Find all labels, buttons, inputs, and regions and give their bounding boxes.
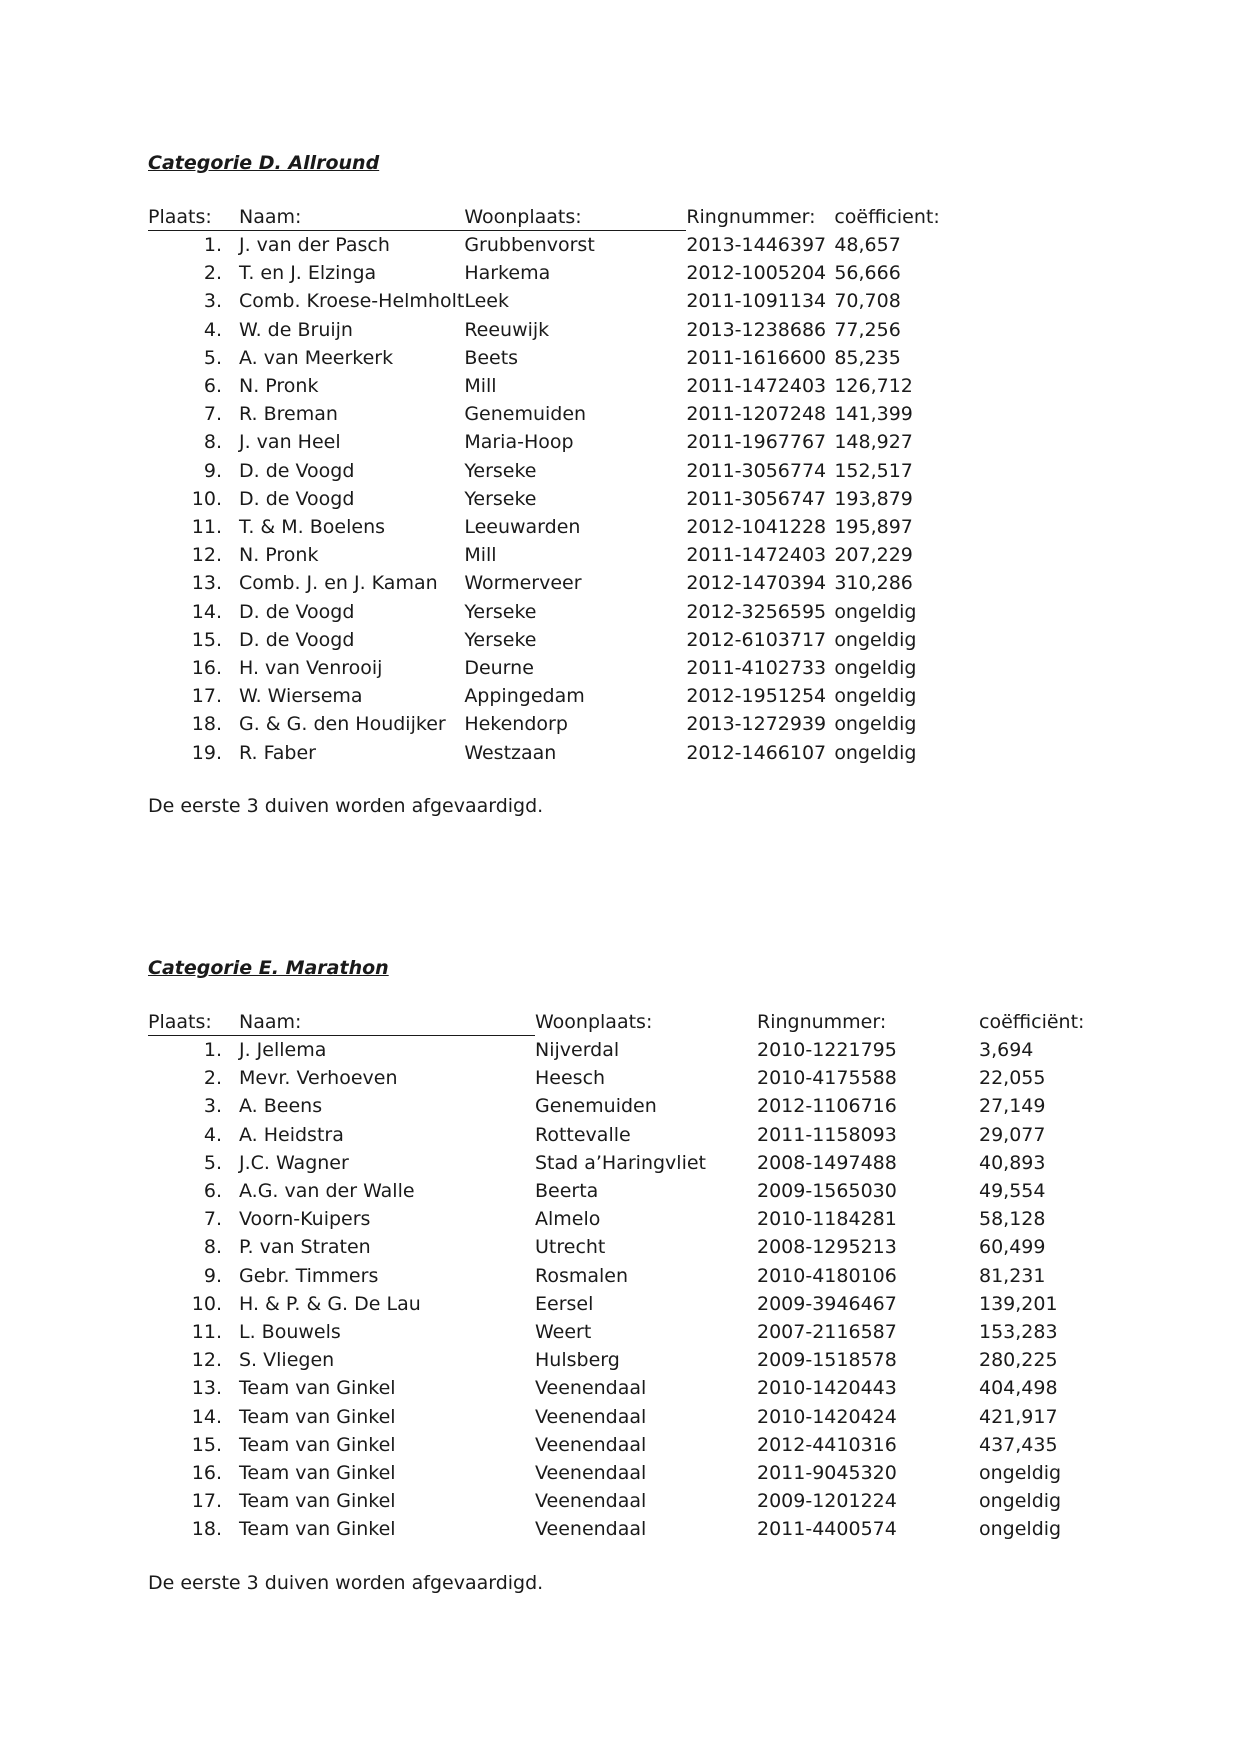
cell-plaats: 16. [191,657,222,680]
cell-woonplaats: Deurne [464,657,534,680]
table-row [148,1515,1089,1543]
cell-plaats: 2. [203,262,222,285]
cell-naam: A. van Meerkerk [239,346,394,369]
table-row [148,1431,1089,1459]
cell-woonplaats: Westzaan [464,741,557,764]
table-row [148,1487,1089,1515]
cell-ringnummer: 2012-1951254 [686,685,827,708]
header-ringnummer: Ringnummer: [686,206,816,229]
cell-naam: R. Breman [239,403,338,426]
cell-naam: W. de Bruijn [239,318,353,341]
cell-ringnummer: 2011-1472403 [686,544,827,567]
cell-naam: Team van Ginkel [239,1518,396,1541]
cell-naam: J.C. Wagner [239,1151,349,1174]
table-row [148,541,944,569]
cell-plaats: 3. [203,1095,222,1118]
cell-woonplaats: Yerseke [464,459,537,482]
cell-woonplaats: Grubbenvorst [464,234,595,256]
cell-plaats: 2. [203,1067,222,1090]
cell-coefficient: 437,435 [979,1433,1058,1456]
cell-coefficient: 70,708 [834,290,901,313]
cell-naam: Team van Ginkel [239,1377,396,1400]
cell-plaats: 10. [191,487,222,510]
cell-woonplaats: Hulsberg [535,1349,620,1372]
cell-naam: N. Pronk [239,375,319,398]
section-category-d [148,150,944,819]
cell-naam: Team van Ginkel [239,1405,396,1428]
cell-woonplaats: Leek [464,290,509,313]
cell-ringnummer: 2009-1565030 [757,1180,897,1203]
table-row [148,428,944,456]
cell-ringnummer: 2011-9045320 [757,1462,897,1485]
cell-coefficient: 404,498 [979,1377,1058,1400]
cell-coefficient: 421,917 [979,1405,1058,1428]
cell-ringnummer: 2012-4410316 [757,1433,897,1456]
cell-woonplaats: Yerseke [464,628,537,651]
table-row [148,1092,1089,1120]
cell-ringnummer: 2011-1207248 [686,403,827,426]
cell-coefficient: 148,927 [834,431,913,454]
header-ringnummer: Ringnummer: [757,1011,887,1034]
cell-naam: D. de Voogd [239,487,355,510]
table-row [148,1290,1089,1318]
cell-coefficient: 40,893 [979,1151,1046,1174]
cell-plaats: 17. [191,685,222,708]
cell-woonplaats: Reeuwijk [464,318,550,341]
table-row [148,739,944,767]
cell-naam: Team van Ginkel [239,1490,396,1513]
cell-ringnummer: 2010-4175588 [757,1067,897,1090]
cell-naam: A. Beens [239,1095,323,1118]
cell-coefficient: 27,149 [979,1095,1046,1118]
table-row [148,654,944,682]
cell-coefficient: 193,879 [834,487,913,510]
table-row [148,457,944,485]
cell-woonplaats: Beets [464,346,519,369]
cell-coefficient: 81,231 [979,1264,1046,1287]
cell-woonplaats: Rosmalen [535,1264,629,1287]
cell-ringnummer: 2012-1106716 [757,1095,897,1118]
cell-ringnummer: 2012-1005204 [686,262,827,285]
cell-coefficient: 58,128 [979,1208,1046,1231]
table-row [148,626,944,654]
cell-coefficient: 3,694 [979,1038,1034,1061]
cell-naam: Comb. Kroese-Helmholt [239,290,465,313]
table-row [148,1205,1089,1233]
cell-ringnummer: 2008-1497488 [757,1151,897,1174]
cell-ringnummer: 2011-1158093 [757,1123,897,1146]
cell-coefficient: 22,055 [979,1067,1046,1090]
cell-ringnummer: 2010-1184281 [757,1208,897,1231]
cell-woonplaats: Maria-Hoop [464,431,574,454]
cell-plaats: 5. [203,1151,222,1174]
table-row [148,1346,1089,1374]
cell-naam: R. Faber [239,741,316,764]
cell-naam: G. & G. den Houdijker [239,713,446,736]
table-row [148,1121,1089,1149]
cell-plaats: 6. [203,1180,222,1203]
header-naam: Naam: [239,204,464,231]
table-row [148,682,944,710]
footnote: De eerste 3 duiven worden afgevaardigd. [148,794,544,817]
cell-ringnummer: 2013-1238686 [686,318,827,341]
cell-coefficient: 126,712 [834,375,913,398]
cell-ringnummer: 2013-1272939 [686,713,827,736]
cell-woonplaats: Veenendaal [535,1462,647,1485]
cell-coefficient: ongeldig [834,685,917,708]
header-plaats: Plaats: [148,204,239,231]
cell-woonplaats: Heesch [535,1067,606,1090]
cell-coefficient: 310,286 [834,572,913,595]
cell-coefficient: ongeldig [834,741,917,764]
cell-plaats: 8. [203,1236,222,1259]
cell-woonplaats: Veenendaal [535,1433,647,1456]
cell-coefficient: 49,554 [979,1180,1046,1203]
cell-coefficient: ongeldig [979,1462,1062,1485]
table-row [148,485,944,513]
cell-woonplaats: Mill [464,375,497,398]
header-woonplaats: Woonplaats: [535,1011,653,1034]
cell-ringnummer: 2012-1041228 [686,516,827,539]
header-coefficient: coëfficiënt: [979,1011,1085,1034]
cell-woonplaats: Genemuiden [535,1095,657,1118]
cell-plaats: 15. [191,628,222,651]
cell-plaats: 14. [191,600,222,623]
cell-woonplaats: Wormerveer [464,572,582,595]
table-row [148,1262,1089,1290]
cell-ringnummer: 2011-1472403 [686,375,827,398]
cell-woonplaats: Veenendaal [535,1518,647,1541]
cell-woonplaats: Veenendaal [535,1405,647,1428]
cell-woonplaats: Leeuwarden [464,516,581,539]
cell-naam: D. de Voogd [239,628,355,651]
cell-plaats: 4. [203,1123,222,1146]
header-naam: Naam: [239,1009,535,1036]
cell-naam: T. en J. Elzinga [239,262,377,285]
cell-plaats: 1. [203,1039,222,1061]
cell-woonplaats: Eersel [535,1292,594,1315]
cell-plaats: 18. [191,1518,222,1541]
cell-woonplaats: Appingedam [464,685,585,708]
cell-coefficient: 207,229 [834,544,913,567]
cell-plaats: 15. [191,1433,222,1456]
table-row [148,400,944,428]
cell-ringnummer: 2011-1091134 [686,290,827,313]
cell-naam: Team van Ginkel [239,1433,396,1456]
cell-coefficient: ongeldig [834,600,917,623]
cell-naam: T. & M. Boelens [239,516,386,539]
cell-plaats: 5. [203,346,222,369]
cell-coefficient: 153,283 [979,1321,1058,1344]
table-row [148,344,944,372]
cell-plaats: 10. [191,1292,222,1315]
table-header-row [148,204,944,231]
cell-coefficient: 139,201 [979,1292,1058,1315]
cell-naam: Gebr. Timmers [239,1264,379,1287]
cell-coefficient: 56,666 [834,262,901,285]
cell-naam: Team van Ginkel [239,1462,396,1485]
table-row [148,1177,1089,1205]
cell-woonplaats: Genemuiden [464,403,587,426]
cell-plaats: 9. [203,459,222,482]
table-row [148,1403,1089,1431]
cell-woonplaats: Weert [535,1321,592,1344]
footnote: De eerste 3 duiven worden afgevaardigd. [148,1571,544,1594]
table-row [148,1318,1089,1346]
cell-plaats: 18. [191,713,222,736]
cell-woonplaats: Mill [464,544,497,567]
cell-ringnummer: 2007-2116587 [757,1321,897,1344]
cell-plaats: 17. [191,1490,222,1513]
cell-naam: Voorn-Kuipers [239,1208,371,1231]
table-row [148,598,944,626]
cell-plaats: 6. [203,375,222,398]
cell-naam: A. Heidstra [239,1123,344,1146]
cell-woonplaats: Nijverdal [535,1038,620,1061]
section-category-e [148,955,1089,1596]
cell-plaats: 9. [203,1264,222,1287]
cell-ringnummer: 2011-4102733 [686,657,827,680]
table-row [148,372,944,400]
cell-plaats: 13. [191,1377,222,1400]
table-row [148,569,944,597]
table-body [148,231,944,767]
cell-woonplaats: Yerseke [464,600,537,623]
cell-plaats: 7. [203,1208,222,1231]
cell-naam: Comb. J. en J. Kaman [239,572,438,595]
cell-coefficient: ongeldig [979,1518,1062,1541]
cell-ringnummer: 2011-4400574 [757,1518,897,1541]
cell-naam: A.G. van der Walle [239,1180,415,1203]
cell-plaats: 11. [191,516,222,539]
cell-plaats: 12. [191,544,222,567]
cell-ringnummer: 2008-1295213 [757,1236,897,1259]
results-table [148,1009,1089,1544]
header-woonplaats: Woonplaats: [464,204,686,231]
cell-ringnummer: 2011-3056774 [686,459,827,482]
table-row [148,1036,1089,1065]
cell-coefficient: 29,077 [979,1123,1046,1146]
table-row [148,1064,1089,1092]
cell-coefficient: ongeldig [834,713,917,736]
cell-ringnummer: 2010-1420443 [757,1377,897,1400]
table-row [148,316,944,344]
table-row [148,513,944,541]
cell-coefficient: ongeldig [834,628,917,651]
cell-plaats: 11. [191,1321,222,1344]
table-row [148,1459,1089,1487]
cell-plaats: 8. [203,431,222,454]
table-row [148,259,944,287]
cell-naam: J. van der Pasch [239,234,390,256]
cell-ringnummer: 2011-1967767 [686,431,827,454]
cell-woonplaats: Harkema [464,262,551,285]
cell-ringnummer: 2013-1446397 [686,233,827,256]
cell-ringnummer: 2009-1201224 [757,1490,897,1513]
cell-ringnummer: 2011-1616600 [686,346,827,369]
cell-coefficient: 280,225 [979,1349,1058,1372]
cell-naam: D. de Voogd [239,459,355,482]
cell-naam: J. van Heel [239,431,341,454]
cell-naam: S. Vliegen [239,1349,335,1372]
cell-coefficient: 141,399 [834,403,913,426]
table-row [148,1149,1089,1177]
cell-plaats: 14. [191,1405,222,1428]
cell-woonplaats: Hekendorp [464,713,568,736]
section-title: Categorie E. Marathon [148,957,389,979]
cell-woonplaats: Rottevalle [535,1123,631,1146]
table-row [148,1374,1089,1402]
cell-coefficient: 77,256 [834,318,901,341]
cell-coefficient: ongeldig [834,657,917,680]
table-body [148,1036,1089,1544]
cell-coefficient: 60,499 [979,1236,1046,1259]
cell-ringnummer: 2012-1466107 [686,741,827,764]
cell-plaats: 4. [203,318,222,341]
cell-coefficient: 48,657 [834,233,901,256]
cell-ringnummer: 2010-1420424 [757,1405,897,1428]
cell-plaats: 3. [203,290,222,313]
cell-naam: Mevr. Verhoeven [239,1067,398,1090]
cell-plaats: 19. [191,741,222,764]
cell-ringnummer: 2012-1470394 [686,572,827,595]
cell-plaats: 12. [191,1349,222,1372]
cell-woonplaats: Almelo [535,1208,601,1231]
cell-naam: W. Wiersema [239,685,363,708]
cell-ringnummer: 2009-1518578 [757,1349,897,1372]
cell-coefficient: ongeldig [979,1490,1062,1513]
cell-naam: D. de Voogd [239,600,355,623]
results-table [148,204,944,767]
cell-plaats: 16. [191,1462,222,1485]
table-row [148,710,944,738]
cell-woonplaats: Beerta [535,1180,599,1203]
cell-naam: H. & P. & G. De Lau [239,1292,421,1315]
cell-naam: N. Pronk [239,544,319,567]
cell-plaats: 13. [191,572,222,595]
cell-naam: J. Jellema [239,1039,327,1061]
cell-naam: H. van Venrooij [239,657,383,680]
cell-ringnummer: 2012-6103717 [686,628,827,651]
cell-naam: L. Bouwels [239,1321,341,1344]
cell-coefficient: 195,897 [834,516,913,539]
cell-woonplaats: Veenendaal [535,1377,647,1400]
cell-coefficient: 152,517 [834,459,913,482]
cell-woonplaats: Veenendaal [535,1490,647,1513]
cell-woonplaats: Stad a’Haringvliet [535,1151,706,1174]
cell-plaats: 7. [203,403,222,426]
cell-plaats: 1. [203,234,222,256]
cell-woonplaats: Utrecht [535,1236,606,1259]
table-header-row [148,1009,1089,1036]
table-row [148,1233,1089,1261]
cell-ringnummer: 2010-1221795 [757,1038,897,1061]
header-plaats: Plaats: [148,1009,239,1036]
cell-ringnummer: 2009-3946467 [757,1292,897,1315]
table-row [148,231,944,260]
section-title: Categorie D. Allround [148,152,380,174]
table-row [148,287,944,315]
cell-ringnummer: 2012-3256595 [686,600,827,623]
cell-coefficient: 85,235 [834,346,901,369]
cell-ringnummer: 2011-3056747 [686,487,827,510]
cell-ringnummer: 2010-4180106 [757,1264,897,1287]
cell-naam: P. van Straten [239,1236,371,1259]
header-coefficient: coëfficient: [834,206,940,229]
cell-woonplaats: Yerseke [464,487,537,510]
